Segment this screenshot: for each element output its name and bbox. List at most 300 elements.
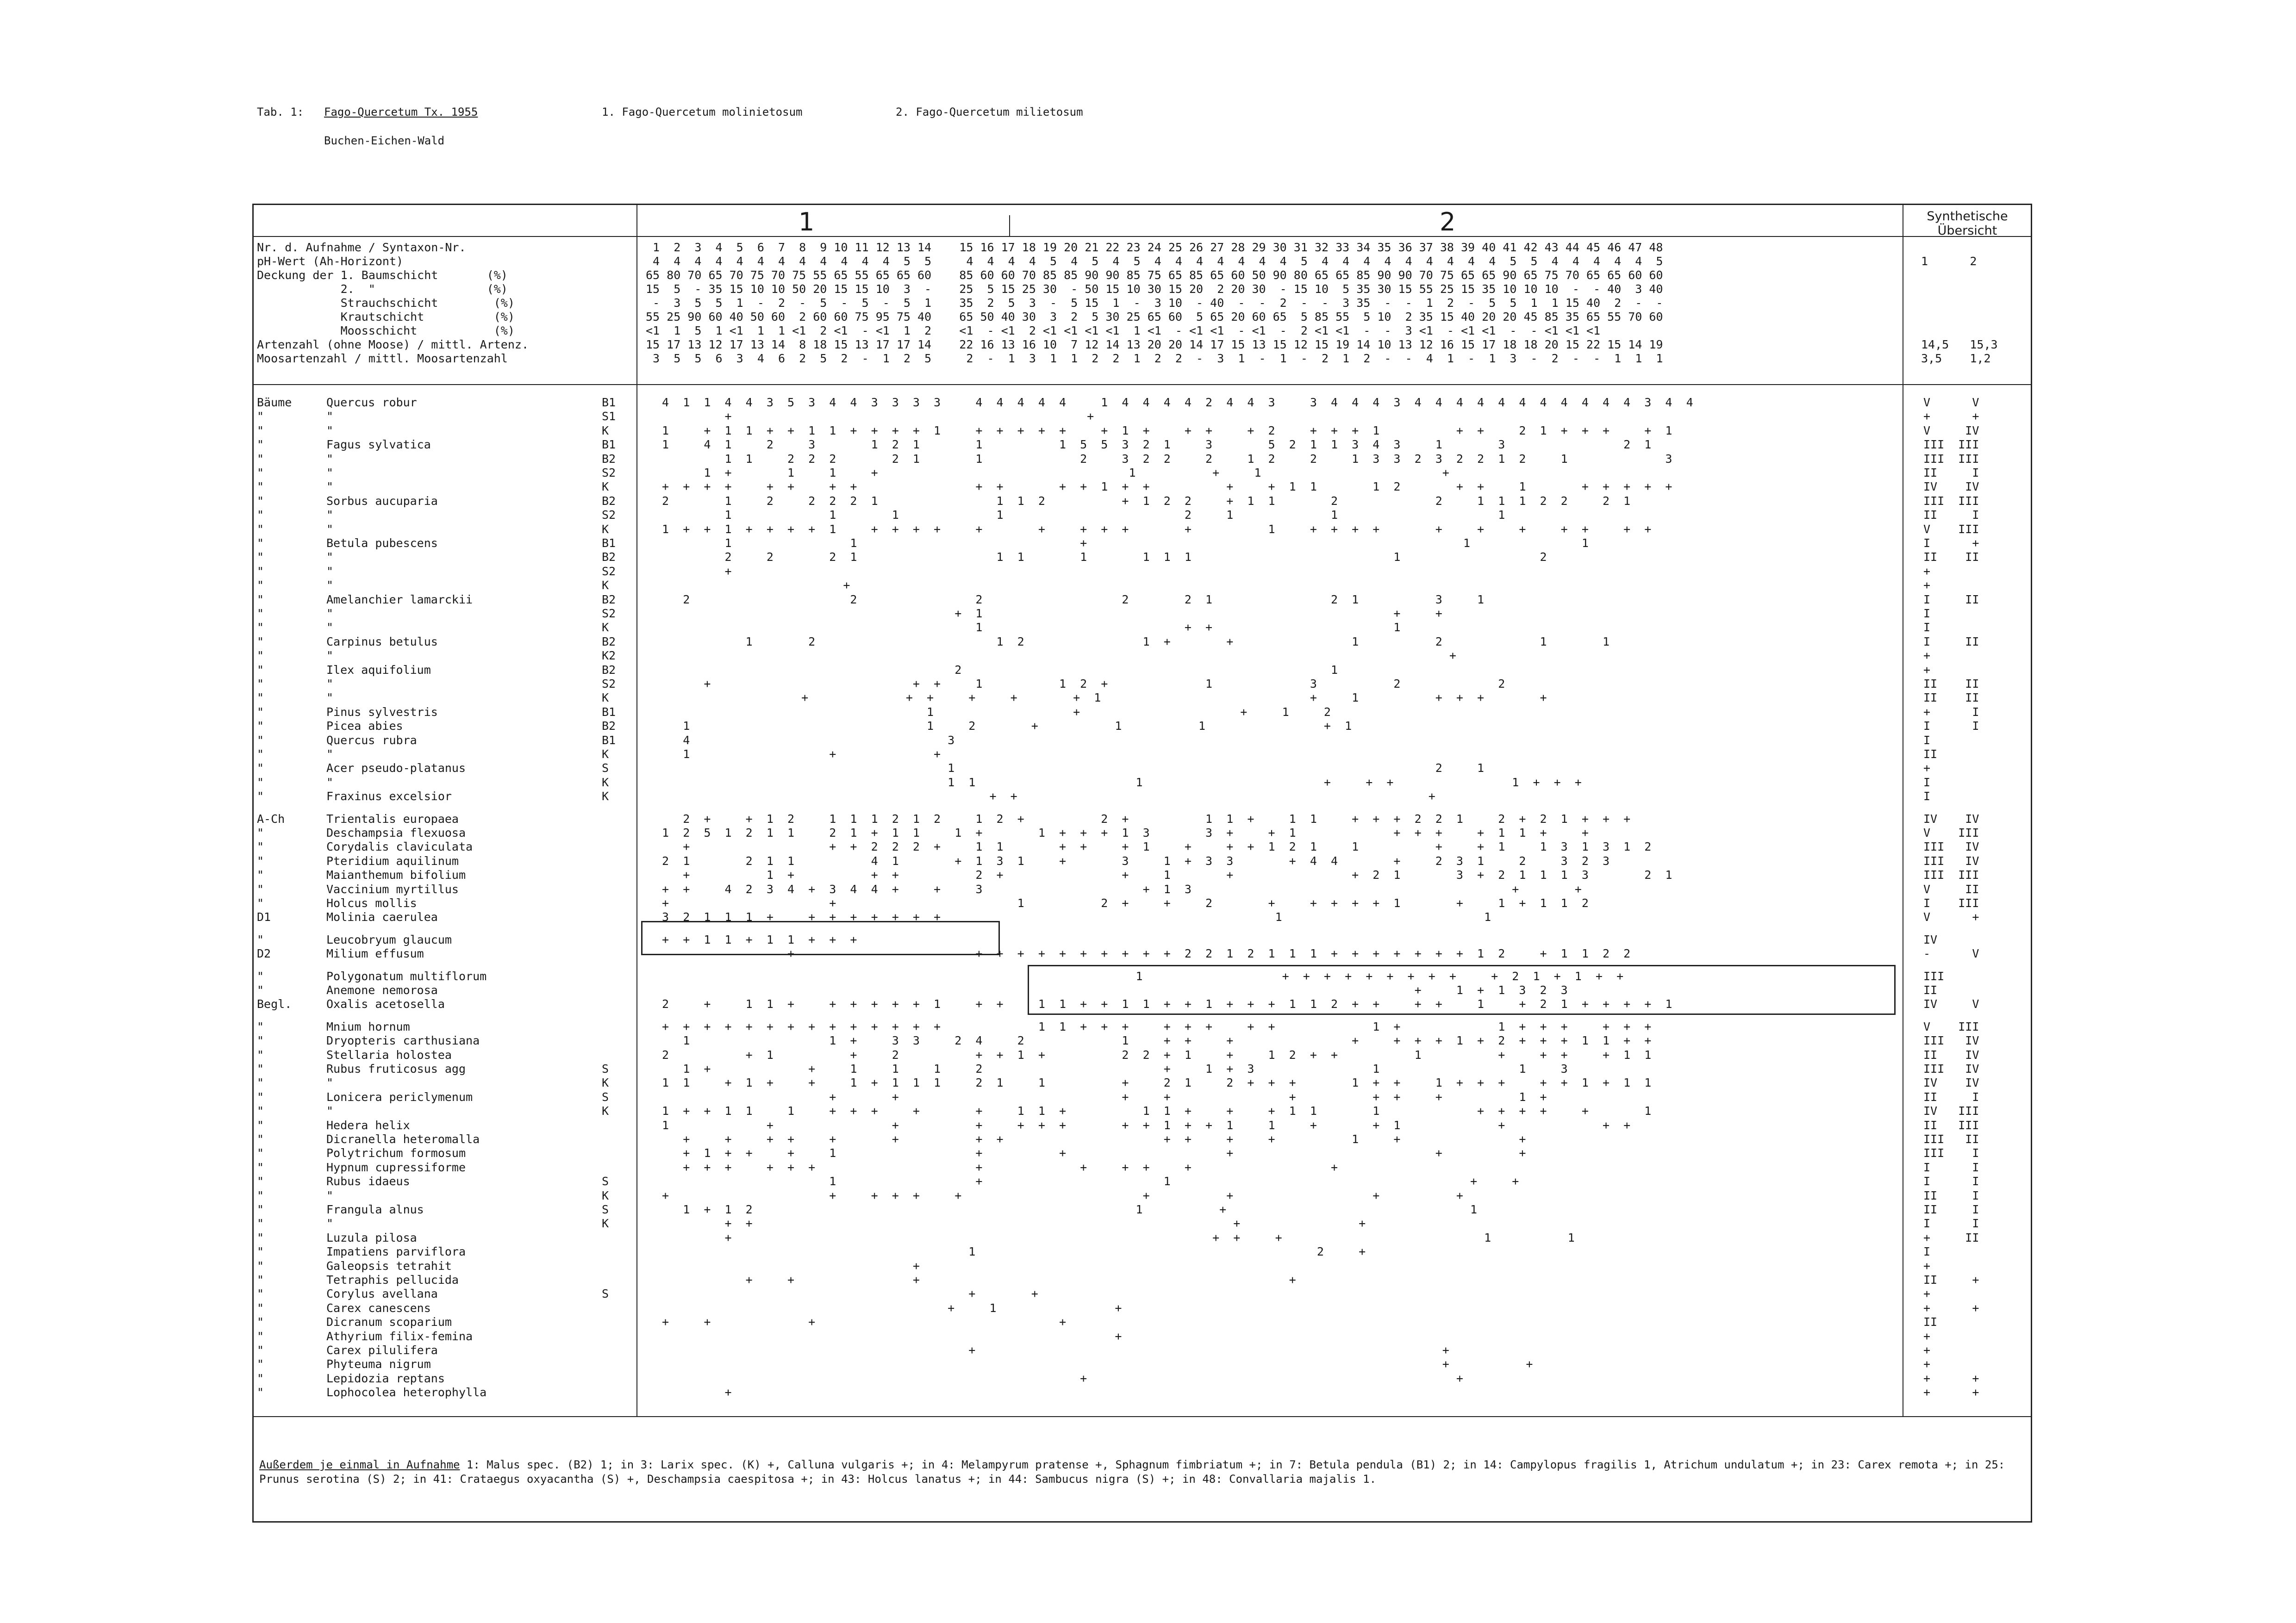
cover-values: + + + + + + + + + + + + 1 + + + + 1 1 1 2 + + 1 + + + + + (655, 480, 1672, 493)
synthesis-values: IV III (1923, 1104, 1979, 1118)
species-name: " (326, 621, 334, 634)
header-synthesis: 1 2 (1921, 255, 1977, 268)
group-label: " (257, 438, 264, 451)
group-label: " (257, 424, 264, 437)
group-label: " (257, 1330, 264, 1343)
species-name: " (326, 480, 334, 493)
synthesis-values: I (1923, 1245, 1931, 1258)
layer-code: B2 (602, 494, 616, 508)
layer-code: S2 (602, 677, 616, 690)
species-name: Dicranum scoparium (326, 1315, 452, 1329)
group-label: " (257, 1301, 264, 1315)
cover-values: + + + + (655, 1273, 1561, 1287)
synthesis-values: + + (1923, 1301, 1979, 1315)
synthesis-values: I (1923, 621, 1931, 634)
group-label: " (257, 933, 264, 946)
synthesis-values: + II (1923, 1231, 1979, 1244)
cover-values: 1 1 + 1 1 (655, 536, 1624, 550)
group-label: " (257, 747, 264, 761)
species-name: " (326, 550, 334, 564)
synthesis-values: II II (1923, 550, 1979, 564)
cover-values: 1 1 + 1 + + 1 + 1 1 1 2 1 1 + 2 1 2 + + + 1 + + 1 + + + + + 1 + 1 1 (655, 1076, 1652, 1089)
group-label: " (257, 565, 264, 578)
cover-values: + + (655, 410, 1582, 423)
cover-values: + + 1 2 + + 2 + + + + + 1 + 1 + 1 1 2 (655, 896, 1610, 910)
group-label: " (257, 1259, 264, 1273)
synthesis-values: II I (1923, 1203, 1979, 1216)
synthesis-values: II I (1923, 466, 1979, 479)
group-label: " (257, 452, 264, 466)
header-label: Nr. d. Aufnahme / Syntaxon-Nr. (257, 241, 466, 254)
cover-values: + + 4 2 3 4 + 3 4 4 + + 3 + 1 3 + + (655, 883, 1624, 896)
synthesis-values: V III (1923, 1020, 1979, 1033)
footnote-text: 1: Malus spec. (B2) 1; in 3: Larix spec. (K) +, Calluna vulgaris +; in 4: Melampyrum pratense +, Sphagnum fimbriatum +; in 7: Betula pendula (B1) 2; in 14: Campylopus fragilis 1, Atrichum undulatum +; in 23: Carex remota +; in 25: Prunus serotina (S) 2; in 41: Crataegus oxyacantha (S) +, Deschampsia caespitosa +; in 43: Holcus lanatus +; in 44: Sambucus nigra (S) +; in 48: Convallaria majalis 1. (259, 1458, 2012, 1486)
layer-code: S (602, 1062, 609, 1076)
group-label: " (257, 1189, 264, 1202)
cover-values: + + + + + + + + 1 + (655, 1090, 1547, 1104)
species-name: " (326, 508, 334, 522)
cover-values: + 1 + + + 1 + + + + + (655, 1146, 1568, 1160)
synthesis-values: + (1923, 1357, 1931, 1371)
group-label: " (257, 494, 264, 508)
species-name: Pteridium aquilinum (326, 854, 459, 868)
synthesis-values: + I (1923, 705, 1979, 719)
species-name: " (326, 424, 334, 437)
synthesis-values: + + (1923, 410, 1979, 423)
species-name: Tetraphis pellucida (326, 1273, 459, 1287)
layer-code: K (602, 578, 609, 592)
cover-values: 1 2 1 (655, 761, 1575, 775)
synthesis-values: II (1923, 747, 1938, 761)
species-name: " (326, 410, 334, 423)
synthesis-values: I II (1923, 635, 1979, 648)
cover-values: + + (655, 1287, 1519, 1300)
group-label: " (257, 1175, 264, 1188)
group-divider-tick (1009, 215, 1010, 236)
cover-values: 1 + + 1 1 1 + + + + + 1 1 + 1 1 + + + 1 1 1 + + + + + 1 (655, 1104, 1652, 1118)
species-name: " (326, 607, 334, 620)
cover-values: 1 + 1 1 + + 1 1 + + + + 1 + + + + + + 1 + + + + 2 + + + 1 + + 2 1 + + + + 1 (655, 424, 1672, 437)
synthesis-values: II (1923, 983, 1938, 997)
layer-code: K (602, 621, 609, 634)
layer-code: K (602, 1076, 609, 1089)
species-name: Frangula alnus (326, 1203, 424, 1216)
footnote-lead: Außerdem je einmal in Aufnahme (259, 1458, 460, 1471)
species-name: " (326, 466, 334, 479)
group-2-number: 2 (1440, 207, 1456, 236)
layer-code: K (602, 522, 609, 536)
header-synthesis: 14,5 15,3 (1921, 338, 1998, 351)
cover-values: + (655, 1259, 1575, 1273)
group-label: " (257, 1386, 264, 1399)
species-name: Rubus idaeus (326, 1175, 410, 1188)
group-label: D2 (257, 947, 271, 960)
cover-values: + + + 1 1 2 + 1 3 2 2 (655, 677, 1610, 690)
association-name: Fago-Quercetum Tx. 1955 (324, 106, 478, 118)
cover-values: + + + + + + 1 + 1 + + + + (655, 691, 1631, 704)
cover-values: + (655, 565, 1624, 578)
synthesis-values: I I (1923, 1217, 1979, 1230)
group-label: Bäume (257, 396, 292, 409)
layer-code: K (602, 691, 609, 704)
layer-code: K (602, 1104, 609, 1118)
group-label: " (257, 840, 264, 853)
synthesis-values: + (1923, 649, 1931, 662)
d2-highlight-box (1028, 965, 1896, 1015)
group-label: D1 (257, 910, 271, 924)
species-name: Molinia caerulea (326, 910, 438, 924)
layer-code: K2 (602, 649, 616, 662)
species-name: Carpinus betulus (326, 635, 438, 648)
group-label: " (257, 691, 264, 704)
cover-values: + (655, 1386, 1547, 1399)
synthesis-values: II II (1923, 691, 1979, 704)
species-name: Deschampsia flexuosa (326, 826, 466, 839)
species-name: " (326, 1076, 334, 1089)
group-label: " (257, 1287, 264, 1300)
footnote-rule (252, 1416, 2032, 1417)
layer-code: K (602, 776, 609, 789)
group-label: " (257, 1020, 264, 1033)
cover-values: + 1 + + + 2 + + 1 + + 2 1 3 + 2 1 1 1 3 2 1 (655, 868, 1672, 882)
synthesis-values: V III (1923, 522, 1979, 536)
species-name: Hypnum cupressiforme (326, 1161, 466, 1174)
header-bottom-rule (252, 384, 2032, 385)
species-name: Polytrichum formosum (326, 1146, 466, 1160)
species-name: Betula pubescens (326, 536, 438, 550)
cover-values: + (655, 578, 1624, 592)
cover-values: + + (655, 1343, 1547, 1357)
species-name: " (326, 649, 334, 662)
synthesis-values: I (1923, 776, 1931, 789)
cover-values: + 1 + + (655, 607, 1624, 620)
header-values: 1 2 3 4 5 6 7 8 9 10 11 12 13 14 15 16 17 18 19 20 21 22 23 24 25 26 27 28 29 30 31 32 33 34 35 36 37 38 39 40 41 42 43 44 45 46 47 48 (646, 241, 1663, 254)
cover-values: 2 1 2 1 1 4 1 + 1 3 1 + 3 1 + 3 3 + 4 4 + 2 3 1 2 3 2 3 (655, 854, 1610, 868)
header-synthesis: 3,5 1,2 (1921, 352, 1991, 365)
group-label: Begl. (257, 997, 292, 1011)
cover-values: 1 + + 1 2 (655, 705, 1610, 719)
cover-values: + + + + + + + + + + + + 1 + + (655, 1132, 1568, 1146)
group-label: " (257, 466, 264, 479)
cover-values: 1 + 1 2 1 + 1 (655, 1203, 1575, 1216)
synthesis-values: + (1923, 1343, 1931, 1357)
header-values: 55 25 90 60 40 50 60 2 60 60 75 95 75 40 65 50 40 30 3 2 5 30 25 65 60 5 65 20 60 65 5 85 55 5 10 2 35 15 40 20 20 45 85 35 65 55 70 60 (646, 310, 1663, 323)
group-label: " (257, 410, 264, 423)
species-name: Leucobryum glaucum (326, 933, 452, 946)
species-name: " (326, 691, 334, 704)
synthesis-values: IV IV (1923, 480, 1979, 493)
layer-code: S (602, 1090, 609, 1104)
layer-code: B1 (602, 705, 616, 719)
species-name: Impatiens parviflora (326, 1245, 466, 1258)
group-label: A-Ch (257, 812, 285, 826)
layer-code: K (602, 747, 609, 761)
header-label: Deckung der 1. Baumschicht (%) (257, 268, 508, 282)
group-label: " (257, 1273, 264, 1287)
synthesis-values: + (1923, 761, 1931, 775)
cover-values: 1 1 1 + + + 1 + + + (655, 776, 1582, 789)
synthesis-values: II II (1923, 677, 1979, 690)
layer-code: S2 (602, 508, 616, 522)
layer-code: B2 (602, 550, 616, 564)
synthesis-values: III I (1923, 1146, 1979, 1160)
species-name: Athyrium filix-femina (326, 1330, 473, 1343)
cover-values: + + (655, 1357, 1547, 1371)
species-name: Carex pilulifera (326, 1343, 438, 1357)
species-name: Pinus sylvestris (326, 705, 438, 719)
species-name: Milium effusum (326, 947, 424, 960)
group-label: " (257, 1343, 264, 1357)
group-label: " (257, 1357, 264, 1371)
header-values: 15 17 13 12 17 13 14 8 18 15 13 17 17 14 22 16 13 16 10 7 12 14 13 20 20 14 17 15 13 15 12 15 19 14 10 13 12 16 15 17 18 18 20 15 22 15 14 19 (646, 338, 1663, 351)
group-label: " (257, 1090, 264, 1104)
group-label: " (257, 970, 264, 983)
layer-code: B1 (602, 536, 616, 550)
cover-values: 2 1 (655, 663, 1603, 677)
header-values: 4 4 4 4 4 4 4 4 4 4 4 4 5 5 4 4 4 4 5 4 5 4 5 4 4 4 4 4 4 4 5 4 4 4 4 4 4 4 4 4 5 5 4 4 4 4 4 5 (646, 255, 1663, 268)
cover-values: + + + + + + + + + + (655, 1189, 1547, 1202)
synthesis-values: III III (1923, 868, 1979, 882)
cover-values: + + + + + + + + + + + + (655, 1161, 1547, 1174)
group-label: " (257, 1231, 264, 1244)
group-label: " (257, 776, 264, 789)
cover-values: 2 2 2 2 2 1 2 1 3 1 (655, 593, 1645, 606)
synthesis-values: I I (1923, 1161, 1979, 1174)
group-label: " (257, 1048, 264, 1062)
synthesis-values: V V (1923, 396, 1979, 409)
layer-code: B2 (602, 452, 616, 466)
group-label: " (257, 1245, 264, 1258)
cover-values: + + + + + + + + + + + 2 2 1 2 1 1 1 + + + + + + + 1 2 + 1 1 2 2 (655, 947, 1631, 960)
cover-values: 2 1 2 2 2 2 1 1 1 2 + 1 2 2 + 1 1 2 2 1 1 1 2 2 2 1 (655, 494, 1631, 508)
synthesis-values: IV (1923, 933, 1938, 946)
group-label: " (257, 550, 264, 564)
layer-code: B2 (602, 719, 616, 733)
cover-values: + + (655, 1372, 1561, 1385)
species-name: Mnium hornum (326, 1020, 410, 1033)
group-label: " (257, 1161, 264, 1174)
species-name: Ilex aquifolium (326, 663, 431, 677)
group-label: " (257, 1119, 264, 1132)
cover-values: + + 1 1 + 1 1 + + + (655, 933, 1596, 946)
group-label: " (257, 983, 264, 997)
species-name: " (326, 776, 334, 789)
header-label: Strauchschicht (%) (257, 296, 515, 310)
cover-values: + + + 2 2 2 + 1 1 + + + 1 + + + 1 2 1 1 + + 1 1 3 1 3 1 2 (655, 840, 1652, 853)
synthesis-values: III IV (1923, 1034, 1979, 1047)
cover-values: 1 + + + + + + + + + + 2 1 + 1 + + (655, 970, 1624, 983)
species-name: Lophocolea heterophylla (326, 1386, 487, 1399)
cover-values: + 1 + 1 3 2 3 (655, 983, 1568, 997)
species-name: Trientalis europaea (326, 812, 459, 826)
layer-code: K (602, 480, 609, 493)
species-name: Luzula pilosa (326, 1231, 417, 1244)
synthesis-values: III IV (1923, 854, 1979, 868)
species-name: Acer pseudo-platanus (326, 761, 466, 775)
synthesis-values: II (1923, 1315, 1938, 1329)
group-label: " (257, 593, 264, 606)
synthesis-values: I (1923, 790, 1931, 803)
cover-values: 2 + 1 1 + + + + + + 1 + + 1 1 + + 1 1 + + 1 + + + 1 1 2 + + + + 1 + 2 1 + + + + 1 (655, 997, 1672, 1011)
synthesis-values: II III (1923, 1119, 1979, 1132)
synthesis-values: I (1923, 734, 1931, 747)
layer-code: B1 (602, 734, 616, 747)
cover-values: 1 1 2 + 1 1 + 1 (655, 719, 1596, 733)
synthesis-values: + + (1923, 1386, 1979, 1399)
cover-values: 1 + 1 1 + 1 + 1 + (655, 466, 1638, 479)
synthesis-values: II I (1923, 1189, 1979, 1202)
synthesis-values: + (1923, 663, 1931, 677)
cover-values: 1 2 1 2 1 + + 1 2 1 1 (655, 635, 1610, 648)
synthesis-values: III III (1923, 438, 1979, 451)
cover-values: 1 1 2 2 2 2 1 1 2 3 2 2 2 1 2 2 1 3 3 2 3 2 2 1 2 1 3 (655, 452, 1672, 466)
synthesis-values: II I (1923, 1090, 1979, 1104)
group-label: " (257, 1076, 264, 1089)
species-name: Galeopsis tetrahit (326, 1259, 452, 1273)
layer-code: B1 (602, 396, 616, 409)
synthesis-values: III III (1923, 452, 1979, 466)
cover-values: 4 3 (655, 734, 1603, 747)
synthesis-values: IV IV (1923, 1076, 1979, 1089)
group-label: " (257, 1315, 264, 1329)
cover-values: 2 + + 1 2 1 1 1 2 1 2 1 2 + 2 + 1 1 + 1 1 + + + 2 2 1 2 + 2 1 + + + (655, 812, 1631, 826)
group-label: " (257, 896, 264, 910)
synthesis-heading: Synthetische Übersicht (1927, 209, 2008, 238)
cover-values: 4 1 1 4 4 3 5 3 4 4 3 3 3 3 4 4 4 4 4 1 4 4 4 4 2 4 4 3 3 4 4 4 3 4 4 4 4 4 4 4 4 4 4 4 3 4 4 (655, 396, 1693, 409)
synthesis-values: III IV (1923, 1062, 1979, 1076)
cover-values: + (655, 649, 1596, 662)
species-name: " (326, 522, 334, 536)
layer-code: S2 (602, 466, 616, 479)
header-label: Artenzahl (ohne Moose) / mittl. Artenz. (257, 338, 529, 351)
layer-code: K (602, 1189, 609, 1202)
synthesis-values: V II (1923, 883, 1979, 896)
synthesis-values: III III (1923, 494, 1979, 508)
group-label: " (257, 868, 264, 882)
header-values: - 3 5 5 1 - 2 - 5 - 5 - 5 1 35 2 5 3 - 5 15 1 - 3 10 - 40 - - 2 - - 3 35 - - 1 2 - 5 5 1 1 15 40 2 - - (646, 296, 1663, 310)
header-label: pH-Wert (Ah-Horizont) (257, 255, 404, 268)
species-name: " (326, 1217, 334, 1230)
header-label: Moosschicht (%) (257, 324, 515, 337)
cover-values: 3 2 1 1 1 + + + + + + + + 1 1 (655, 910, 1631, 924)
species-name: Picea abies (326, 719, 403, 733)
species-name: Dicranella heteromalla (326, 1132, 480, 1146)
synthesis-values: + (1923, 1330, 1931, 1343)
species-name: " (326, 578, 334, 592)
species-name: Holcus mollis (326, 896, 417, 910)
species-name: Anemone nemorosa (326, 983, 438, 997)
cover-values: 2 2 2 1 1 1 1 1 1 1 1 2 (655, 550, 1603, 564)
cover-values: 1 + + 1 1 1 2 + 1 + 3 1 1 3 (655, 1062, 1652, 1076)
cover-values: + + + + (655, 1217, 1575, 1230)
group-label: " (257, 790, 264, 803)
species-name: Dryopteris carthusiana (326, 1034, 480, 1047)
layer-code: S (602, 1203, 609, 1216)
layer-code: S2 (602, 565, 616, 578)
layer-code: K (602, 424, 609, 437)
cover-values: + + + + (655, 1315, 1561, 1329)
cover-values: 1 4 1 2 3 1 2 1 1 1 5 5 3 2 1 3 5 2 1 1 3 4 3 1 3 2 1 (655, 438, 1652, 451)
divider-label-column (636, 204, 637, 1416)
header-label: Moosartenzahl / mittl. Moosartenzahl (257, 352, 508, 365)
species-name: Corylus avellana (326, 1287, 438, 1300)
subassociation-2: 2. Fago-Quercetum milietosum (896, 106, 1083, 118)
header-values: 15 5 - 35 15 10 10 50 20 15 15 10 3 - 25 5 15 25 30 - 50 15 10 30 15 20 2 20 30 - 15 10 5 35 30 15 55 25 15 35 10 10 10 - - 40 3 40 (646, 282, 1663, 296)
group-label: " (257, 761, 264, 775)
layer-code: K (602, 1217, 609, 1230)
group-label: " (257, 1203, 264, 1216)
synthesis-values: V III (1923, 826, 1979, 839)
layer-code: B2 (602, 663, 616, 677)
header-label: Krautschicht (%) (257, 310, 515, 323)
synthesis-values: I II (1923, 593, 1979, 606)
group-label: " (257, 607, 264, 620)
header-values: 65 80 70 65 70 75 70 75 55 65 55 65 65 60 85 60 60 70 85 85 90 90 85 75 65 85 65 60 50 90 80 65 65 85 90 90 70 75 65 65 90 65 75 70 65 65 60 60 (646, 268, 1663, 282)
synthesis-values: III (1923, 970, 1945, 983)
layer-code: S2 (602, 607, 616, 620)
group-label: " (257, 480, 264, 493)
group-label: " (257, 635, 264, 648)
species-name: Lepidozia reptans (326, 1372, 445, 1385)
species-name: Polygonatum multiflorum (326, 970, 487, 983)
layer-code: S (602, 1287, 609, 1300)
footnote (259, 1458, 2018, 1486)
species-name: Rubus fruticosus agg (326, 1062, 466, 1076)
synthesis-values: + + (1923, 1372, 1979, 1385)
cover-values: + + + + 1 1 (655, 1231, 1575, 1244)
group-label: " (257, 1034, 264, 1047)
group-label: " (257, 1132, 264, 1146)
species-name: " (326, 677, 334, 690)
cover-values: 1 + + 1 + + + + 1 + + + + + + + + + + 1 + + + + + + + + + + + (655, 522, 1652, 536)
synthesis-values: I III (1923, 896, 1979, 910)
cover-values: + + + + + + + + + + + + + + 1 1 + + + + + + + + 1 + 1 + + + + + + (655, 1020, 1652, 1033)
group-label: " (257, 578, 264, 592)
species-name: " (326, 747, 334, 761)
group-label: " (257, 536, 264, 550)
synthesis-values: I (1923, 607, 1931, 620)
common-name: Buchen-Eichen-Wald (324, 134, 445, 147)
species-name: " (326, 452, 334, 466)
cover-values: + + + (655, 790, 1575, 803)
layer-code: S (602, 1175, 609, 1188)
header-label: 2. " (%) (257, 282, 508, 296)
cover-values: + 1 + (655, 1301, 1540, 1315)
layer-code: B2 (602, 593, 616, 606)
species-name: Corydalis claviculata (326, 840, 473, 853)
header-values: 3 5 5 6 3 4 6 2 5 2 - 1 2 5 2 - 1 3 1 1 2 2 1 2 2 - 3 1 - 1 - 2 1 2 - - 4 1 - 1 3 - 2 - - 1 1 1 (646, 352, 1663, 365)
synthesis-values: + (1923, 1287, 1931, 1300)
synthesis-values: V + (1923, 910, 1979, 924)
cover-values: 1 + + 1 (655, 621, 1624, 634)
synthesis-values: III II (1923, 1132, 1979, 1146)
synthesis-values: + (1923, 565, 1931, 578)
species-name: Quercus robur (326, 396, 417, 409)
subassociation-1: 1. Fago-Quercetum molinietosum (602, 106, 803, 118)
species-name: Quercus rubra (326, 734, 417, 747)
species-name: " (326, 1189, 334, 1202)
layer-code: B2 (602, 635, 616, 648)
species-name: Stellaria holostea (326, 1048, 452, 1062)
group-1-number: 1 (799, 207, 815, 236)
species-name: Amelanchier lamarckii (326, 593, 473, 606)
layer-code: B1 (602, 438, 616, 451)
cover-values: 1 2 + (655, 1245, 1575, 1258)
species-name: " (326, 1104, 334, 1118)
group-label: " (257, 621, 264, 634)
group-label: " (257, 734, 264, 747)
species-name: Hedera helix (326, 1119, 410, 1132)
